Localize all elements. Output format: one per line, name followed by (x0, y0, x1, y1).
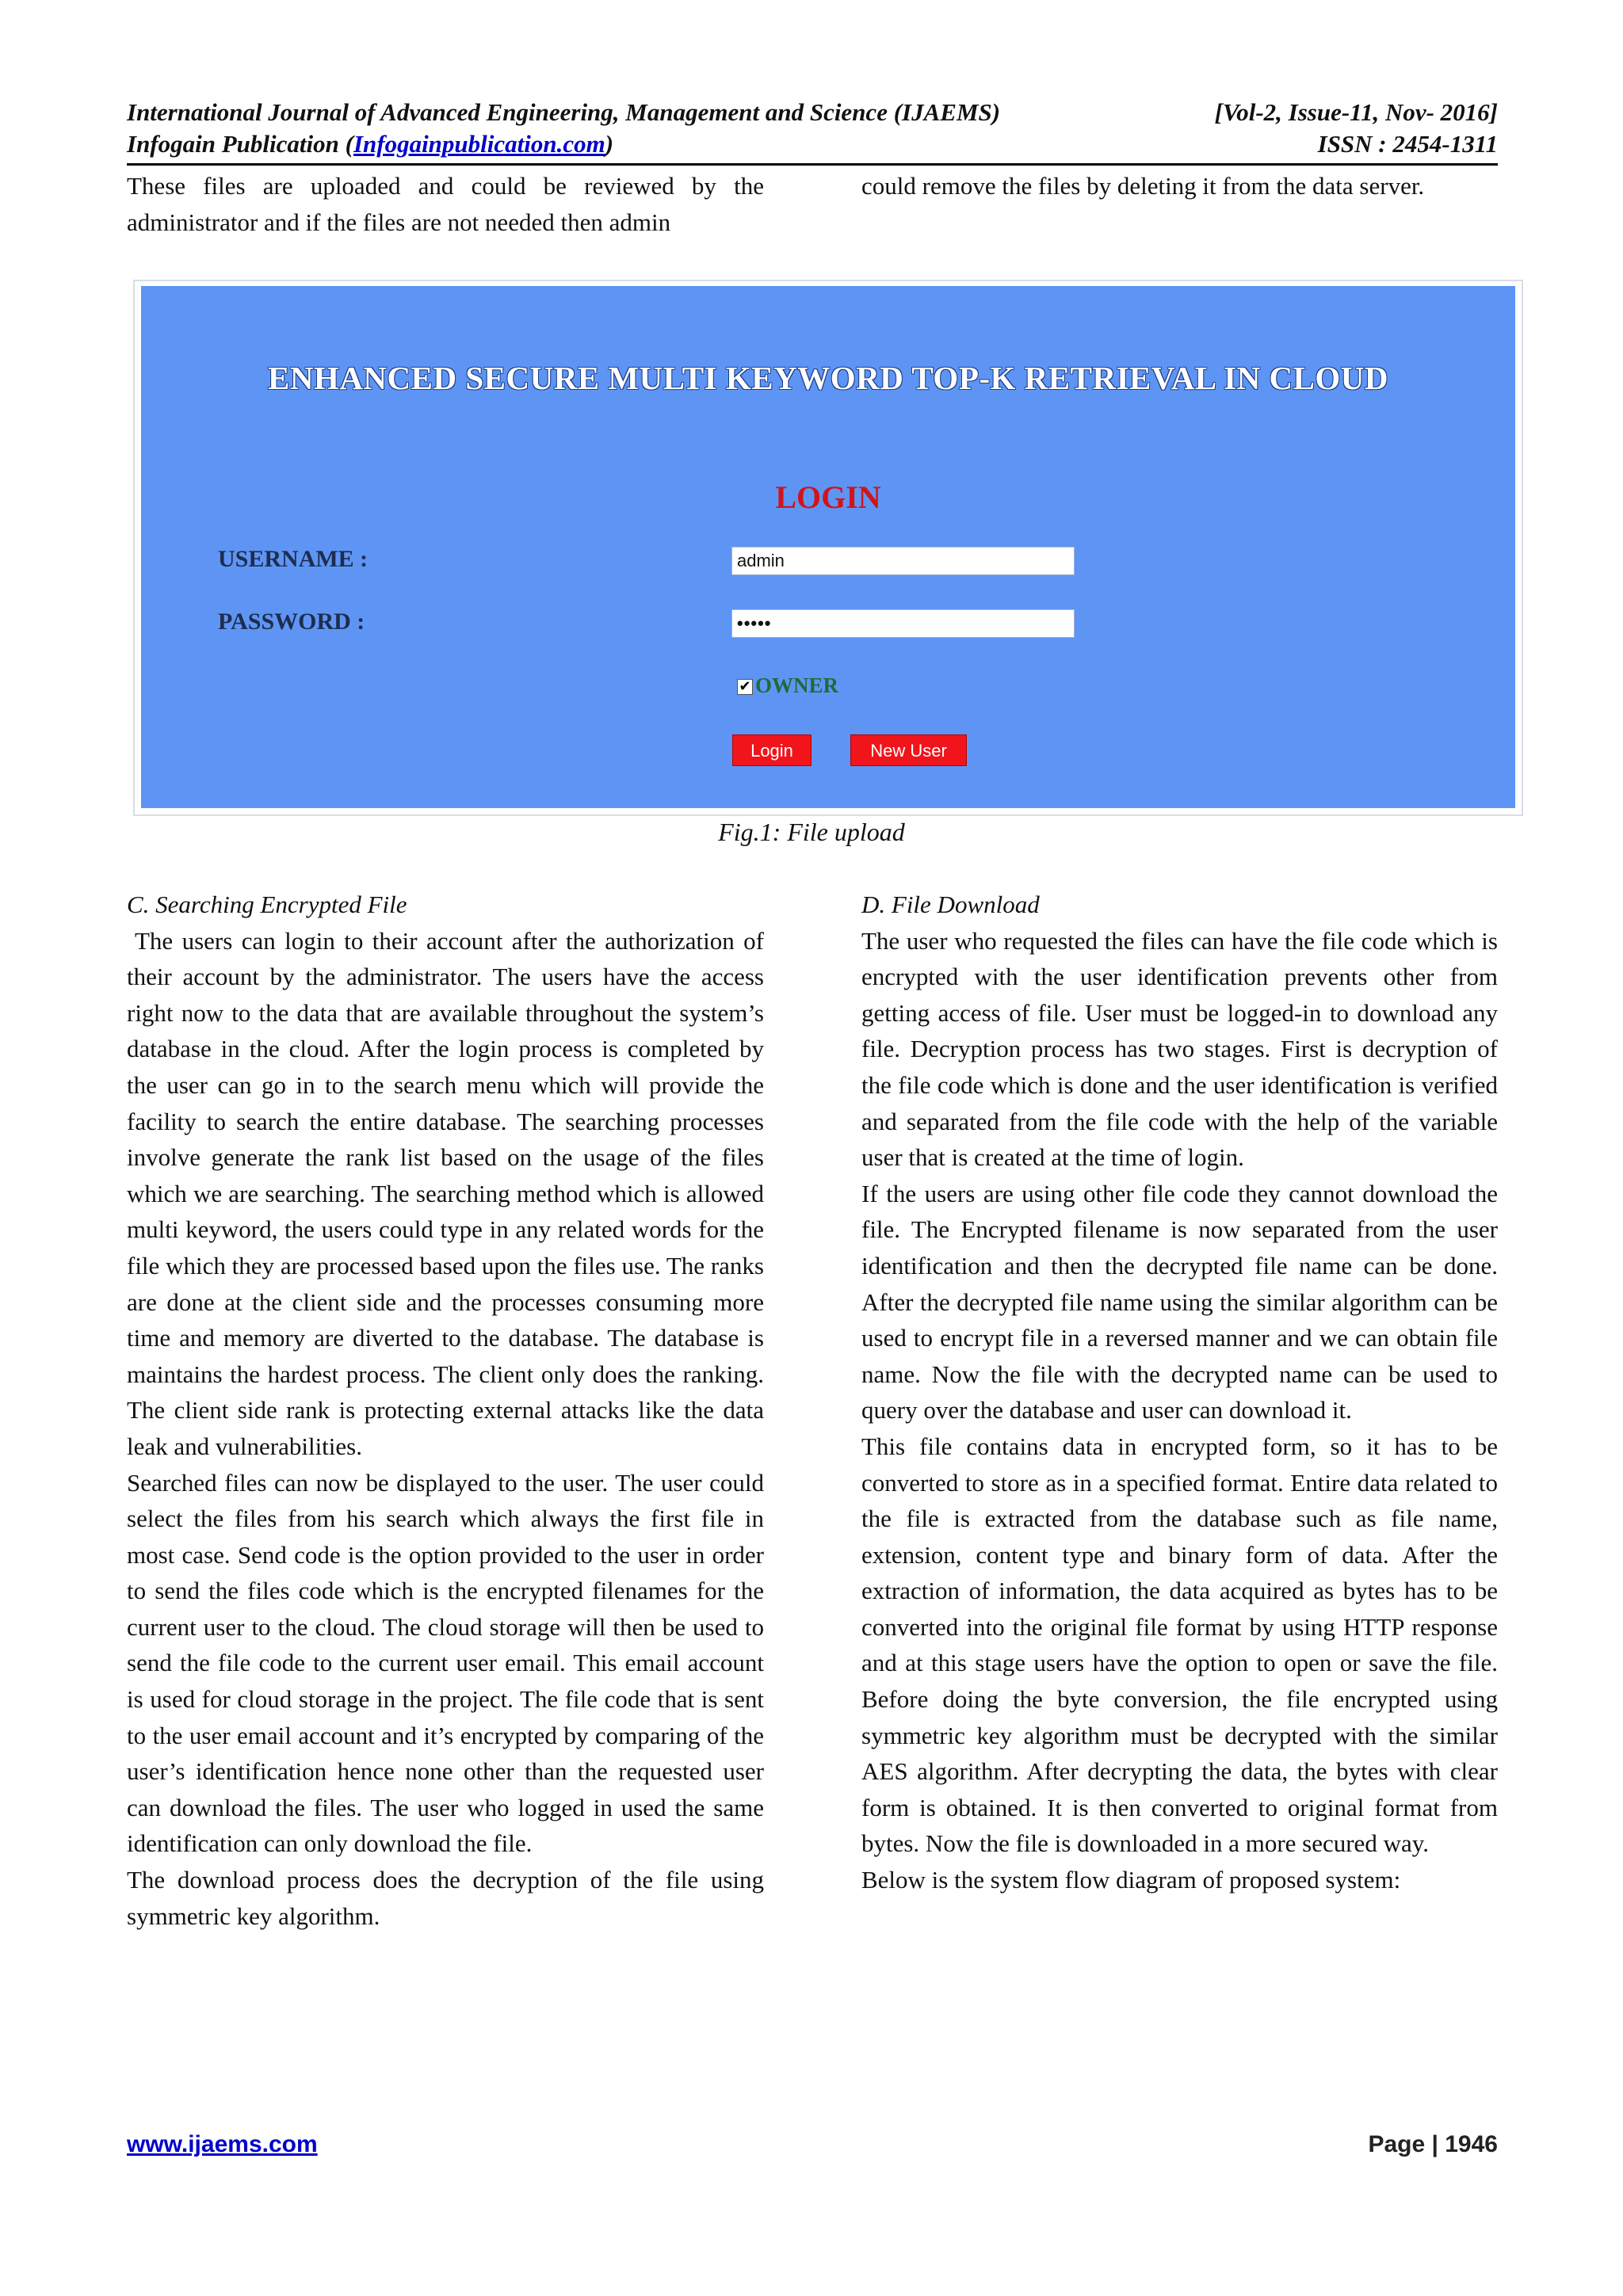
app-title: ENHANCED SECURE MULTI KEYWORD TOP-K RETRIEVAL IN CLOUD (267, 360, 1389, 396)
page-footer (127, 2131, 1498, 2163)
owner-label: OWNER (755, 673, 839, 697)
figure-caption: Fig.1: File upload (718, 818, 905, 846)
section-d-paragraph-4: Below is the system flow diagram of proposed system: (861, 1866, 1401, 1894)
figure-login-screenshot (133, 280, 1523, 816)
publisher-prefix: Infogain Publication ( (127, 130, 353, 158)
header-row-1 (127, 97, 1498, 128)
journal-title: International Journal of Advanced Engineering, Management and Science (IJAEMS) (127, 98, 1001, 126)
page-number: Page | 1946 (1368, 2131, 1498, 2157)
publisher-suffix: ) (605, 130, 614, 158)
intro-left (127, 168, 764, 240)
login-heading: LOGIN (775, 479, 881, 515)
section-d-title: D. File Download (861, 891, 1040, 918)
username-input[interactable]: admin (731, 547, 1075, 575)
header-rule (127, 163, 1498, 166)
publisher-link[interactable]: Infogainpublication.com (353, 130, 605, 158)
section-c (127, 887, 764, 1934)
password-label: PASSWORD : (218, 608, 365, 635)
section-c-title: C. Searching Encrypted File (127, 891, 407, 918)
section-d-paragraph-3: This file contains data in encrypted form, so it has to be converted to store as in a specified format. Entire data related to the file is extracted from the database such as file name, extension, content type and binary form of data. After the extraction of information, the data acquired as bytes has to be converted into the original file format by using HTTP response and at this stage users have the option to open or save the file. Before doing the byte conversion, the file encrypted using symmetric key algorithm must be decrypted with the similar AES algorithm. After decrypting the data, the bytes with clear form is obtained. It is then converted to original format from bytes. Now the file is downloaded in a more secured way. (861, 1432, 1498, 1858)
section-c-paragraph-1: The users can login to their account after the authorization of their account by the administrator. The users have the access right now to the data that are available throughout the system’s database in the cloud. After the login process is completed by the user can go in to the search menu which will provide the facility to search the entire database. The searching processes involve generate the rank list based on the usage of the files which we are searching. The searching method which is allowed multi keyword, the users could type in any related words for the file which they are processed based upon the files use. The ranks are done at the client side and the processes consuming more time and memory are diverted to the database. The database is maintains the hardest process. The client only does the ranking. The client side rank is protecting external attacks like the data leak and vulnerabilities. (127, 926, 764, 1460)
issn: ISSN : 2454-1311 (1317, 130, 1498, 158)
login-screen (141, 286, 1515, 808)
intro-left-text: These files are uploaded and could be reviewed by the administrator and if the files are not needed then admin (127, 172, 764, 236)
volume-info: [Vol-2, Issue-11, Nov- 2016] (1214, 98, 1498, 126)
intro-right (861, 168, 1498, 204)
password-input[interactable]: ••••• (731, 609, 1075, 638)
section-d-paragraph-2: If the users are using other file code they cannot download the file. The Encrypted filename is now separated from the user identification and then the decrypted file name can be done. After the decrypted file name using the similar algorithm can be used to encrypt file in a reversed manner and we can obtain file name. Now the file with the decrypted name can be used to query over the database and user can download it. (861, 1179, 1498, 1425)
owner-checkbox[interactable]: ✔ (737, 679, 753, 695)
section-c-paragraph-3: The download process does the decryption of the file using symmetric key algorithm. (127, 1866, 764, 1930)
intro-right-text: could remove the files by deleting it from the data server. (861, 172, 1425, 200)
section-d-paragraph-1: The user who requested the files can have the file code which is encrypted with the user identification prevents other from getting access of file. User must be logged-in to download any file. Decryption process has two stages. First is decryption of the file code which is done and the user identification is verified and separated from the file code with the help of the variable user that is created at the time of login. (861, 926, 1498, 1172)
footer-site-link[interactable]: www.ijaems.com (127, 2131, 318, 2157)
new-user-button[interactable]: New User (850, 734, 967, 766)
username-label: USERNAME : (218, 546, 369, 572)
header-row-2 (127, 128, 1498, 160)
login-button[interactable]: Login (732, 734, 812, 766)
section-c-paragraph-2: Searched files can now be displayed to the user. The user could select the files from his search which always the first file in most case. Send code is the option provided to the user in order to send the files code which is the encrypted filenames for the current user to the cloud. The cloud storage will then be used to send the file code to the current user email. This email account is used for cloud storage in the project. The file code that is sent to the user email account and it’s encrypted by comparing of the user’s identification hence none other than the requested user can download the files. The user who logged in used the same identification can only download the file. (127, 1468, 764, 1858)
section-d (861, 887, 1498, 1898)
